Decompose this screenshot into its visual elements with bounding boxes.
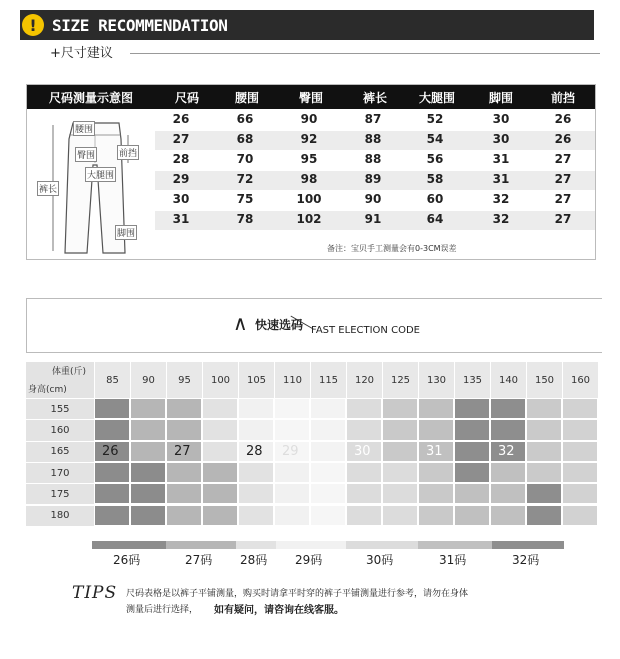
weight-column-header: 105 [238, 362, 274, 398]
size-cell: 89 [364, 172, 382, 186]
header-rise: 前挡 [551, 91, 576, 105]
size-cell: 60 [426, 192, 444, 206]
grid-cell [130, 441, 166, 462]
size-row [155, 171, 595, 190]
grid-cell [202, 441, 238, 462]
quick-select-banner [26, 298, 602, 353]
grid-cell [346, 505, 382, 526]
grid-cell [526, 483, 562, 504]
legend-swatch [92, 541, 166, 549]
weight-column-header: 135 [454, 362, 490, 398]
grid-cell [130, 398, 166, 419]
size-cell: 30 [492, 112, 510, 126]
grid-cell [382, 441, 418, 462]
legend-label: 28码 [240, 553, 268, 567]
size-cell: 27 [554, 152, 572, 166]
height-row-header: 170 [26, 462, 94, 483]
grid-size-label: 26 [102, 443, 119, 459]
grid-cell [310, 419, 346, 440]
grid-cell [346, 398, 382, 419]
weight-column-header: 120 [346, 362, 382, 398]
grid-cell [490, 462, 526, 483]
size-cell: 26 [554, 112, 572, 126]
size-cell: 92 [300, 132, 318, 146]
grid-cell [94, 483, 130, 504]
grid-cell [562, 505, 598, 526]
grid-cell [418, 462, 454, 483]
grid-cell [346, 483, 382, 504]
diagram-label-rise: 前挡 [117, 145, 139, 160]
quick-select-subtitle: FAST ELECTION CODE [311, 325, 420, 336]
grid-cell [454, 505, 490, 526]
size-grid [26, 362, 597, 526]
legend-label: 26码 [113, 553, 141, 567]
grid-cell [310, 483, 346, 504]
size-cell: 30 [172, 192, 190, 206]
size-cell: 91 [364, 212, 382, 226]
grid-size-label: 31 [426, 443, 443, 459]
quick-select-title: 快速选码 [255, 318, 304, 332]
grid-cell [382, 505, 418, 526]
size-cell: 30 [492, 132, 510, 146]
size-cell: 66 [236, 112, 254, 126]
grid-cell [202, 483, 238, 504]
header-hip: 臀围 [299, 91, 324, 105]
height-row-header: 175 [26, 483, 94, 504]
legend-swatch [492, 541, 564, 549]
grid-cell [202, 462, 238, 483]
weight-column-header: 90 [130, 362, 166, 398]
weight-column-header: 110 [274, 362, 310, 398]
grid-cell [418, 483, 454, 504]
size-cell: 28 [172, 152, 190, 166]
weight-column-header: 115 [310, 362, 346, 398]
size-cell: 27 [554, 212, 572, 226]
header-waist: 腰围 [235, 91, 260, 105]
size-cell: 31 [492, 152, 510, 166]
tips-text-contact: 如有疑问，请咨询在线客服。 [214, 605, 344, 616]
grid-cell [202, 419, 238, 440]
weight-column-header: 100 [202, 362, 238, 398]
grid-cell [490, 398, 526, 419]
grid-cell [166, 462, 202, 483]
size-row [155, 111, 595, 130]
grid-cell [238, 462, 274, 483]
measurement-note: 备注：宝贝手工测量会有0-3CM误差 [327, 244, 457, 253]
size-cell: 27 [554, 172, 572, 186]
grid-cell [238, 419, 274, 440]
weight-axis-label: 体重(斤) [52, 367, 87, 377]
header-title: SIZE RECOMMENDATION [52, 15, 228, 35]
size-cell: 68 [236, 132, 254, 146]
grid-cell [454, 462, 490, 483]
size-cell: 32 [492, 192, 510, 206]
weight-column-header: 125 [382, 362, 418, 398]
grid-cell [562, 483, 598, 504]
grid-cell [130, 505, 166, 526]
grid-cell [310, 441, 346, 462]
size-cell: 88 [364, 152, 382, 166]
size-cell: 52 [426, 112, 444, 126]
grid-cell [418, 398, 454, 419]
grid-size-label: 32 [498, 443, 515, 459]
header-hem: 脚围 [489, 91, 514, 105]
size-cell: 87 [364, 112, 382, 126]
header-thigh: 大腿围 [419, 91, 456, 105]
grid-cell [526, 419, 562, 440]
height-row-header: 160 [26, 419, 94, 440]
grid-cell [382, 483, 418, 504]
size-cell: 26 [172, 112, 190, 126]
grid-cell [382, 419, 418, 440]
weight-column-header: 130 [418, 362, 454, 398]
grid-cell [562, 398, 598, 419]
diagram-label-thigh: 大腿围 [85, 167, 116, 182]
grid-cell [490, 419, 526, 440]
grid-cell [202, 505, 238, 526]
size-cell: 75 [236, 192, 254, 206]
grid-cell [310, 398, 346, 419]
weight-column-header: 140 [490, 362, 526, 398]
grid-cell [130, 483, 166, 504]
size-table [26, 84, 596, 260]
grid-cell [382, 462, 418, 483]
legend-label: 27码 [185, 553, 213, 567]
weight-column-header: 150 [526, 362, 562, 398]
grid-cell [526, 441, 562, 462]
grid-size-label: 30 [354, 443, 371, 459]
legend-swatch [418, 541, 492, 549]
tips-text-line2: 测量后进行选择， [126, 605, 199, 615]
grid-cell [202, 398, 238, 419]
subtitle-divider [130, 53, 600, 54]
header-notch [594, 10, 600, 40]
legend-label: 30码 [366, 553, 394, 567]
diagram-label-hem: 脚围 [115, 225, 137, 240]
diagram-label-waist: 腰围 [73, 121, 95, 136]
grid-cell [166, 398, 202, 419]
diagram-label-hip: 臀围 [75, 147, 97, 162]
size-table-header [27, 85, 595, 109]
header-size: 尺码 [175, 91, 200, 105]
caret-up-icon: ∧ [233, 311, 248, 335]
grid-cell [238, 483, 274, 504]
size-row [155, 131, 595, 150]
grid-cell [94, 462, 130, 483]
grid-cell [562, 441, 598, 462]
size-cell: 27 [554, 192, 572, 206]
grid-cell [526, 505, 562, 526]
size-cell: 90 [300, 112, 318, 126]
grid-cell [274, 398, 310, 419]
grid-cell [562, 462, 598, 483]
grid-cell [562, 419, 598, 440]
size-cell: 95 [300, 152, 318, 166]
size-cell: 27 [172, 132, 190, 146]
header-subtitle: +尺寸建议 [50, 46, 113, 61]
grid-cell [166, 483, 202, 504]
grid-cell [94, 419, 130, 440]
size-cell: 26 [554, 132, 572, 146]
size-cell: 102 [296, 212, 322, 226]
size-cell: 56 [426, 152, 444, 166]
grid-cell [382, 398, 418, 419]
grid-cell [526, 462, 562, 483]
grid-cell [454, 483, 490, 504]
diagram-label-length: 裤长 [37, 181, 59, 196]
grid-cell [310, 462, 346, 483]
height-axis-label: 身高(cm) [28, 385, 67, 395]
size-row [155, 191, 595, 210]
size-row [155, 151, 595, 170]
size-cell: 31 [492, 172, 510, 186]
size-cell: 64 [426, 212, 444, 226]
grid-cell [274, 462, 310, 483]
header-bar [20, 10, 600, 40]
grid-cell [94, 398, 130, 419]
size-cell: 88 [364, 132, 382, 146]
grid-cell [310, 505, 346, 526]
height-row-header: 165 [26, 441, 94, 462]
legend-swatch [276, 541, 346, 549]
size-cell: 90 [364, 192, 382, 206]
grid-cell [346, 462, 382, 483]
grid-cell [526, 398, 562, 419]
height-row-header: 155 [26, 398, 94, 419]
size-cell: 29 [172, 172, 190, 186]
grid-cell [490, 483, 526, 504]
legend-swatch [166, 541, 236, 549]
weight-column-header: 85 [94, 362, 130, 398]
grid-cell [454, 419, 490, 440]
grid-cell [130, 462, 166, 483]
size-cell: 70 [236, 152, 254, 166]
grid-cell [274, 505, 310, 526]
grid-cell [274, 419, 310, 440]
grid-cell [166, 505, 202, 526]
legend-swatch [346, 541, 418, 549]
legend-label: 31码 [439, 553, 467, 567]
tips-text-line1: 尺码表格是以裤子平铺测量，购买时请拿平时穿的裤子平铺测量进行参考，请勿在身体 [126, 589, 469, 599]
size-cell: 58 [426, 172, 444, 186]
grid-cell [418, 505, 454, 526]
grid-size-label: 27 [174, 443, 191, 459]
size-cell: 78 [236, 212, 254, 226]
grid-cell [454, 441, 490, 462]
legend-label: 32码 [512, 553, 540, 567]
grid-size-label: 28 [246, 443, 263, 459]
size-cell: 31 [172, 212, 190, 226]
grid-cell [238, 505, 274, 526]
grid-cell [274, 483, 310, 504]
size-cell: 32 [492, 212, 510, 226]
grid-cell [346, 419, 382, 440]
size-cell: 100 [296, 192, 322, 206]
legend-label: 29码 [295, 553, 323, 567]
size-cell: 72 [236, 172, 254, 186]
grid-size-label: 29 [282, 443, 299, 459]
grid-cell [454, 398, 490, 419]
height-row-header: 180 [26, 505, 94, 526]
grid-cell [238, 398, 274, 419]
pants-diagram [33, 113, 153, 259]
weight-column-header: 160 [562, 362, 598, 398]
grid-cell [418, 419, 454, 440]
grid-cell [166, 419, 202, 440]
grid-cell [490, 505, 526, 526]
size-row [155, 211, 595, 230]
tips-title: TIPS [72, 583, 118, 603]
weight-column-header: 95 [166, 362, 202, 398]
exclamation-icon: ! [22, 14, 44, 36]
grid-corner [26, 362, 94, 398]
header-length: 裤长 [363, 91, 388, 105]
legend-swatch [236, 541, 276, 549]
size-cell: 54 [426, 132, 444, 146]
size-cell: 98 [300, 172, 318, 186]
grid-cell [130, 419, 166, 440]
grid-cell [94, 505, 130, 526]
header-diagram: 尺码测量示意图 [49, 91, 134, 105]
